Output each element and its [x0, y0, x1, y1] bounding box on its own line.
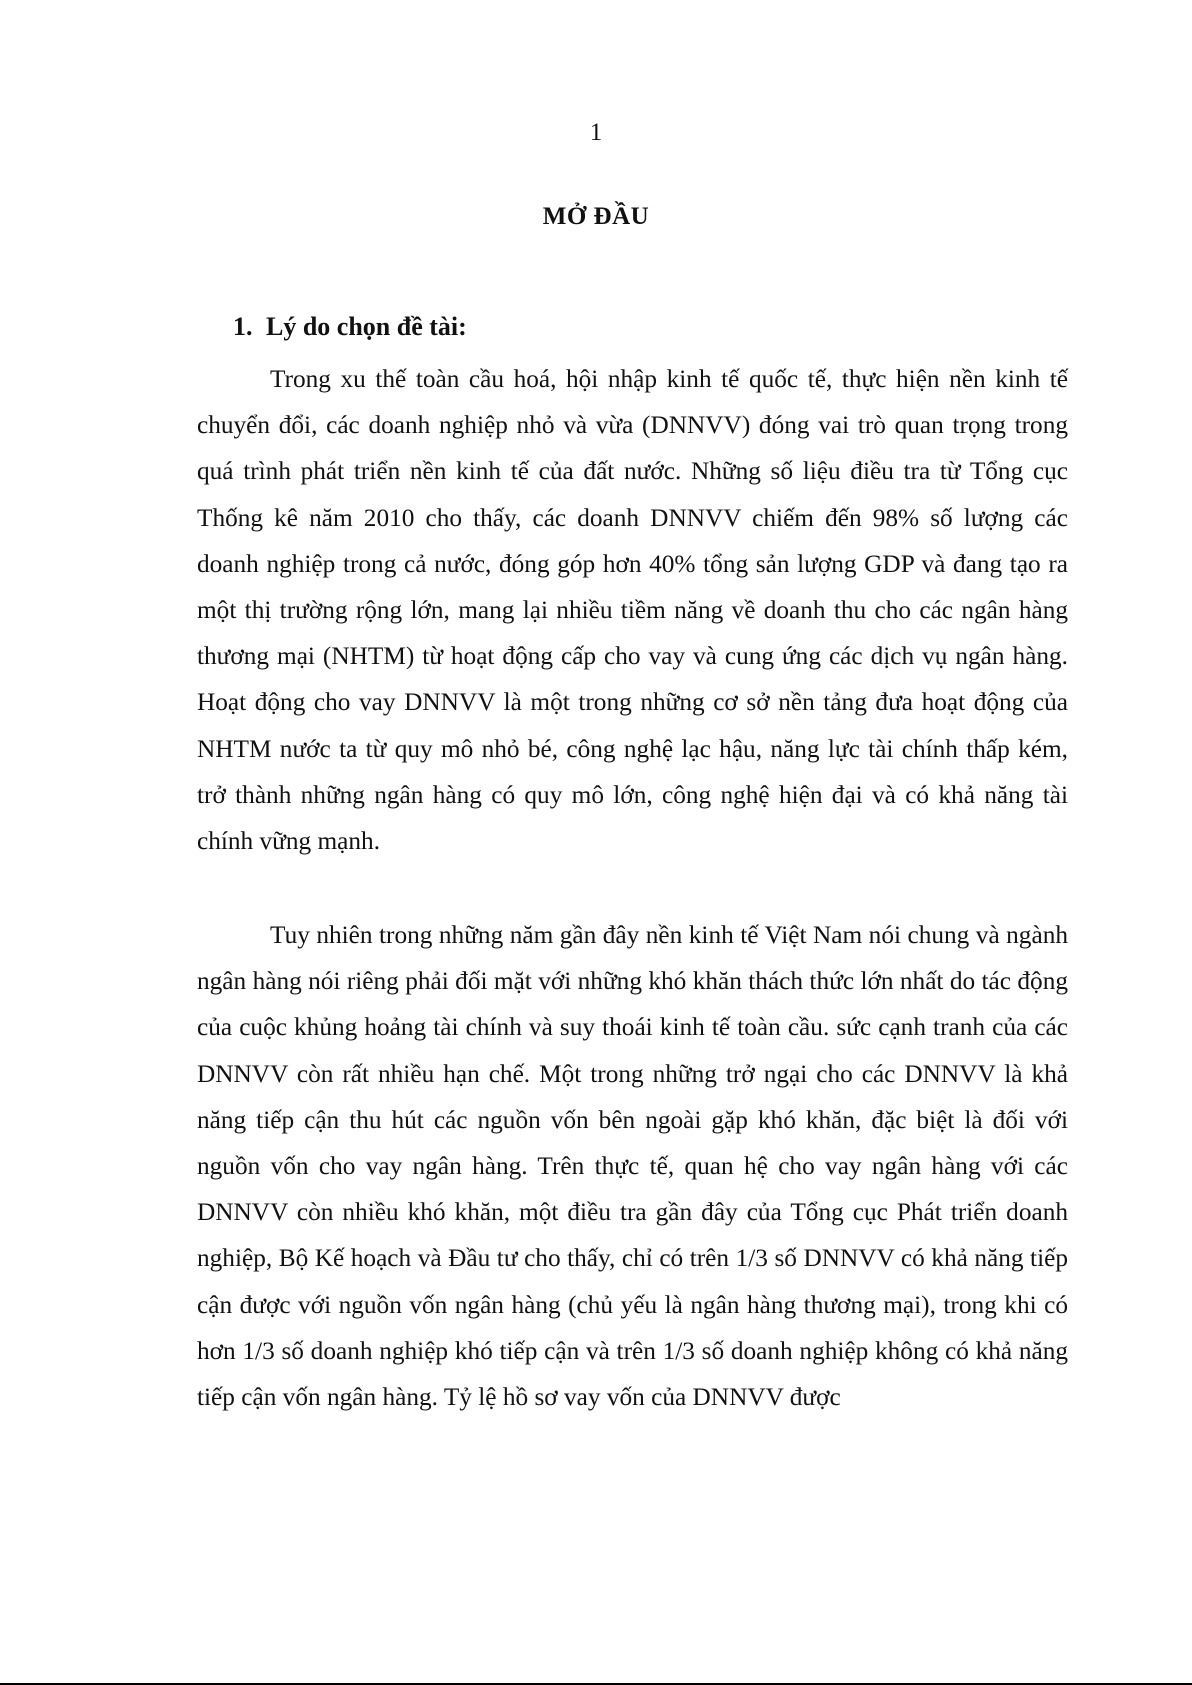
body-paragraph: Tuy nhiên trong những năm gần đây nền kinh tế Việt Nam nói chung và ngành ngân hàng nói riêng phải đối mặt với những khó khăn thách thức lớn nhất do tác động của cuộc khủng hoảng tài chính và suy thoái kinh tế toàn cầu. sức cạnh tranh của các DNNVV còn rất nhiều hạn chế. Một trong những trở ngại cho các DNNVV là khả năng tiếp cận thu hút các nguồn vốn bên ngoài gặp khó khăn, đặc biệt là đối với nguồn vốn cho vay ngân hàng. Trên thực tế, quan hệ cho vay ngân hàng với các DNNVV còn nhiều khó khăn, một điều tra gần đây của Tổng cục Phát triển doanh nghiệp, Bộ Kế hoạch và Đầu tư cho thấy, chỉ có trên 1/3 số DNNVV có khả năng tiếp cận được với nguồn vốn ngân hàng (chủ yếu là ngân hàng thương mại), trong khi có hơn 1/3 số doanh nghiệp khó tiếp cận và trên 1/3 số doanh nghiệp không có khả năng tiếp cận vốn ngân hàng. Tỷ lệ hồ sơ vay vốn của DNNVV được — [197, 921, 1068, 1412]
body-paragraph: Trong xu thế toàn cầu hoá, hội nhập kinh tế quốc tế, thực hiện nền kinh tế chuyển đổi, các doanh nghiệp nhỏ và vừa (DNNVV) đóng vai trò quan trọng trong quá trình phát triển nền kinh tế của đất nước. Những số liệu điều tra từ Tổng cục Thống kê năm 2010 cho thấy, các doanh DNNVV chiếm đến 98% số lượng các doanh nghiệp trong cả nước, đóng góp hơn 40% tổng sản lượng GDP và đang tạo ra một thị trường rộng lớn, mang lại nhiều tiềm năng về doanh thu cho các ngân hàng thương mại (NHTM) từ hoạt động cấp cho vay và cung ứng các dịch vụ ngân hàng. Hoạt động cho vay DNNVV là một trong những cơ sở nền tảng đưa hoạt động của NHTM nước ta từ quy mô nhỏ bé, công nghệ lạc hậu, năng lực tài chính thấp kém, trở thành những ngân hàng có quy mô lớn, công nghệ hiện đại và có khả năng tài chính vững mạnh. — [197, 365, 1068, 856]
document-title: MỞ ĐẦU — [542, 203, 650, 230]
section-number: 1. — [233, 312, 253, 341]
section-heading — [233, 311, 467, 343]
page-number: 1 — [589, 119, 603, 146]
section-heading-text: Lý do chọn đề tài: — [266, 312, 467, 341]
